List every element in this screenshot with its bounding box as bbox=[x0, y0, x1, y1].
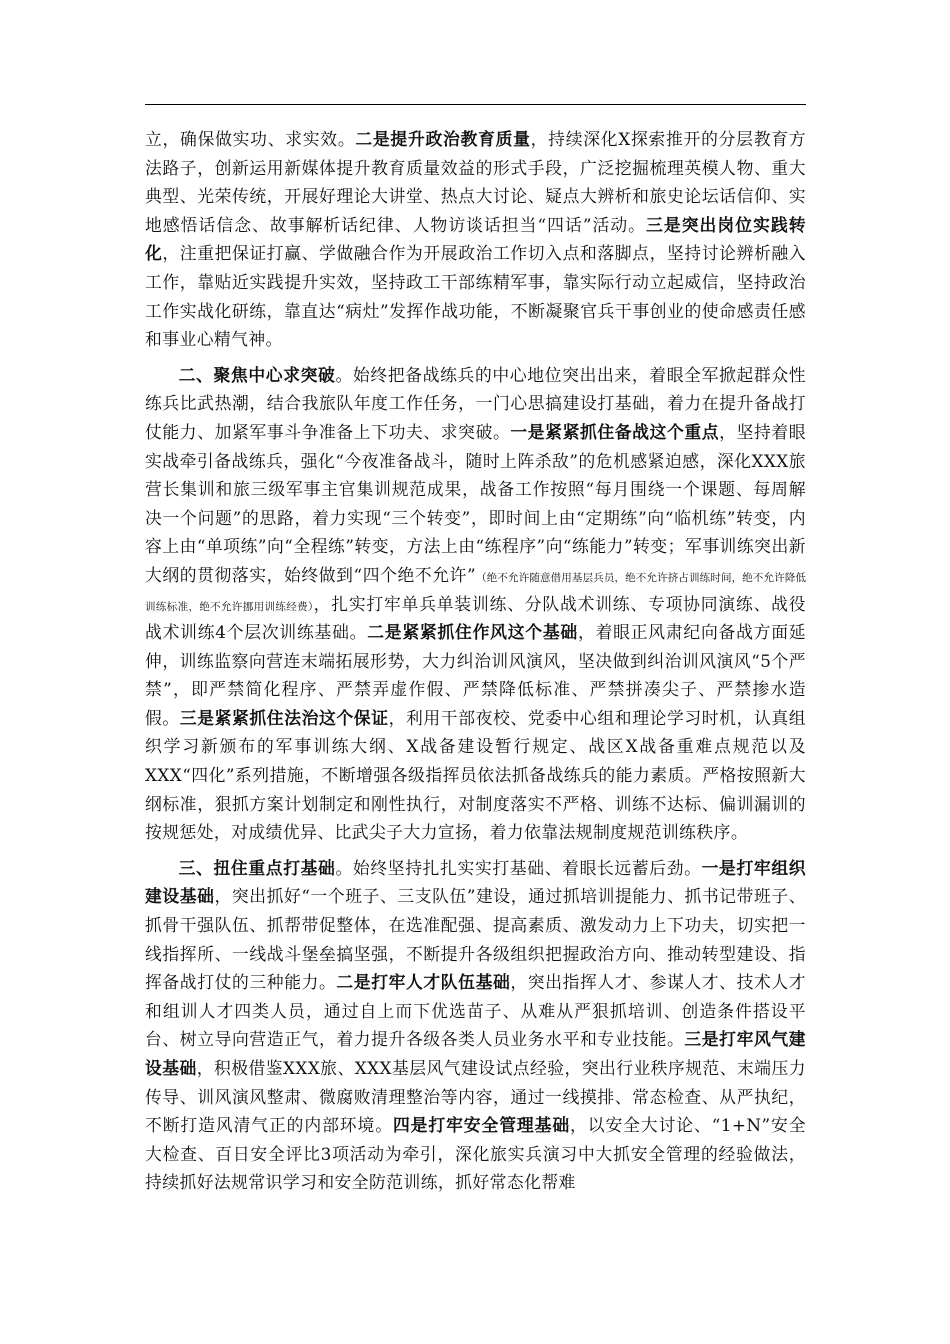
text-run: ，利用干部夜校、党委中心组和理论学习时机，认真组织学习新颁布的军事训练大纲、X战备建设暂行规定、战区X战备重难点规范以及XXX“四化”系列措施，不断增强各级指挥员依法抓备战练兵的能力素质。严格按照新大纲标准，狠抓方案计划制定和刚性执行，对制度落实不严格、训练不达标、偏训漏训的按规惩处，对成绩优异、比武尖子大力宣扬，着力依靠法规制度规范训练秩序。 bbox=[145, 707, 807, 843]
bold-heading-run: 二是提升政治教育质量 bbox=[355, 129, 531, 149]
small-note-run: （绝不允许随意借用基层兵员，绝不允许挤占训练时间，绝不允许降低训练标准，绝不允许挪用训练经费） bbox=[145, 571, 806, 613]
bold-heading-run: 一是紧紧抓住备战这个重点 bbox=[510, 421, 720, 442]
bold-heading-run: 二、聚焦中心求突破 bbox=[178, 364, 336, 385]
text-run: 。始终坚持扎扎实实打基础、着眼长远蓄后劲。 bbox=[335, 857, 702, 878]
text-run: ，突出抓好“一个班子、三支队伍”建设，通过抓培训提能力、抓书记带班子、抓骨干强队伍、抓帮带促整体，在选准配强、提高素质、激发动力上下功夫，切实把一线指挥所、一线战斗堡垒搞坚强，不断提升各级组织把握政治方向、推动转型建设、指挥备战打仗的三种能力。 bbox=[145, 886, 806, 993]
text-run: 。始终把备战练兵的中心地位突出出来，着眼全军掀起群众性练兵比武热潮，结合我旅队年度工作任务，一门心思搞建设打基础，着力在提升备战打仗能力、加紧军事斗争准备上下功夫、求突破。 bbox=[145, 364, 806, 442]
paragraph-3 bbox=[145, 854, 806, 1197]
text-run: ，以安全大讨论、“1+N”安全大检查、百日安全评比3项活动为牵引，深化旅实兵演习中大抓安全管理的经验做法，持续抓好法规常识学习和安全防范训练，抓好常态化帮难 bbox=[145, 1115, 806, 1193]
bold-heading-run: 二是紧紧抓住作风这个基础 bbox=[367, 622, 578, 643]
bold-heading-run: 三是紧紧抓住法治这个保证 bbox=[179, 707, 389, 728]
text-run: ，注重把保证打赢、学做融合作为开展政治工作切入点和落脚点，坚持讨论辨析融入工作，靠贴近实践提升实效，坚持政工干部练精军事，靠实际行动立起威信，坚持政治工作实战化研练，靠直达“病灶”发挥作战功能，不断凝聚官兵干事创业的使命感责任感和事业心精气神。 bbox=[145, 243, 807, 350]
header-rule bbox=[145, 104, 806, 105]
text-run: ，扎实打牢单兵单装训练、分队战术训练、专项协同演练、战役战术训练4个层次训练基础。 bbox=[145, 593, 807, 643]
bold-heading-run: 三是打牢风气建设基础 bbox=[145, 1029, 807, 1078]
bold-heading-run: 二是打牢人才队伍基础 bbox=[336, 972, 511, 993]
bold-heading-run: 三是突出岗位实践转化 bbox=[145, 214, 806, 264]
text-run: ，着眼正风肃纪向备战方面延伸，训练监察向营连末端拓展形势，大力纠治训风演风，坚决做到纠治训风演风“5个严禁”，即严禁简化程序、严禁弄虚作假、严禁降低标准、严禁拼凑尖子、严禁掺水造假。 bbox=[145, 622, 806, 728]
bold-heading-run: 一是打牢组织建设基础 bbox=[145, 857, 807, 907]
text-run: 立，确保做实功、求实效。 bbox=[145, 129, 356, 149]
paragraph-2 bbox=[145, 361, 806, 847]
text-run: ，突出指挥人才、参谋人才、技术人才和组训人才四类人员，通过自上而下优选苗子、从难从严狠抓培训、创造条件搭设平台、树立导向营造正气，着力提升各级各类人员业务水平和专业技能。 bbox=[145, 972, 806, 1050]
text-run: ，坚持着眼实战牵引备战练兵，强化“今夜准备战斗，随时上阵杀敌”的危机感紧迫感，深化XXX旅营长集训和旅三级军事主官集训规范成果，战备工作按照“每月围绕一个课题、每周解决一个问题”的思路，着力实现“三个转变”，即时间上由“定期练”向“临机练”转变，内容上由“单项练”向“全程练”转变，方法上由“练程序”向“练能力”转变；军事训练突出新大纲的贯彻落实，始终做到“四个绝不允许” bbox=[145, 421, 806, 585]
paragraph-1 bbox=[145, 125, 806, 354]
bold-heading-run: 三、扭住重点打基础 bbox=[178, 857, 336, 878]
document-body bbox=[145, 125, 806, 1204]
text-run: ，积极借鉴XXX旅、XXX基层风气建设试点经验，突出行业秩序规范、末端压力传导、训风演风整肃、微腐败清理整治等内容，通过一线摸排、常态检查、从严执纪，不断打造风清气正的内部环境。 bbox=[145, 1058, 806, 1136]
text-run: ，持续深化X探索推开的分层教育方法路子，创新运用新媒体提升教育质量效益的形式手段，广泛挖掘梳理英模人物、重大典型、光荣传统，开展好理论大讲堂、热点大讨论、疑点大辨析和旅史论坛话信仰、实地感悟话信念、故事解析话纪律、人物访谈话担当“四话”活动。 bbox=[145, 129, 806, 235]
bold-heading-run: 四是打牢安全管理基础 bbox=[392, 1115, 571, 1136]
